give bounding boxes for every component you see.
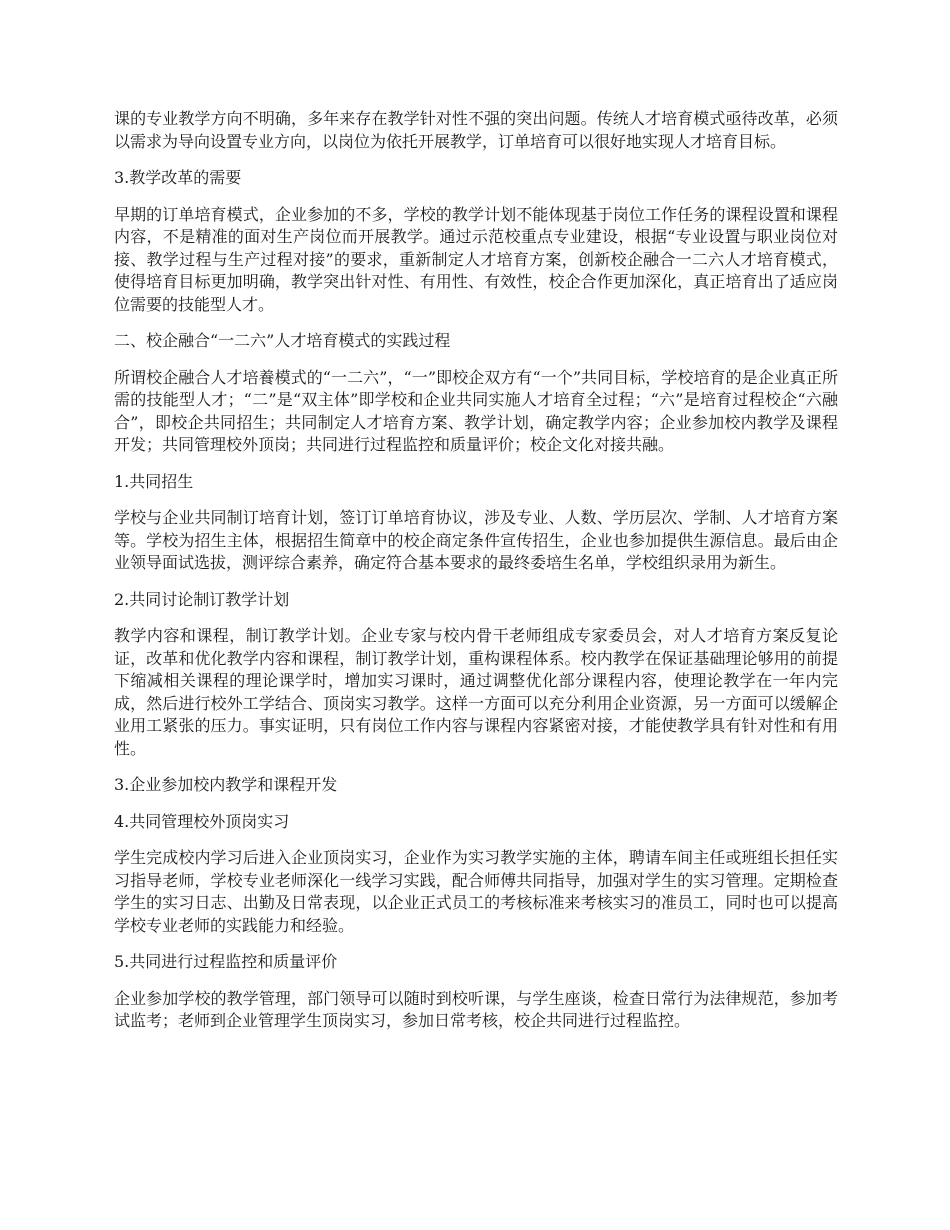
- paragraph-joint-enrollment: 学校与企业共同制订培育计划，签订订单培育协议，涉及专业、人数、学历层次、学制、人才培育方案等。学校为招生主体，根据招生简章中的校企商定条件宣传招生，企业也参加提供生源信息。最后由企业领导面试选拔，测评综合素养，确定符合基本要求的最终委培生名单，学校组织录用为新生。: [114, 508, 838, 572]
- heading-joint-enrollment: 1.共同招生: [114, 471, 194, 491]
- heading-quality-evaluation: 5.共同进行过程监控和质量评价: [114, 952, 338, 971]
- heading-teaching-reform: 3.教学改革的需要: [114, 168, 242, 187]
- heading-internship-management: 4.共同管理校外顶岗实习: [114, 811, 290, 831]
- paragraph-model-definition: 所谓校企融合人才培養模式的“一二六”，“一”即校企双方有“一个”共同目标，学校培育的是企业真正所需的技能型人才；“二”是“双主体”即学校和企业共同实施人才培育全过程；“六”是培育过程校企“六融合”，即校企共同招生；共同制定人才培育方案、教学计划，确定教学内容；企业参加校内教学及课程开发；共同管理校外顶岗；共同进行过程监控和质量评价；校企文化对接共融。: [114, 367, 838, 454]
- paragraph-intro: 课的专业教学方向不明确，多年来存在教学针对性不强的突出问题。传统人才培育模式亟待改革，必须以需求为导向设置专业方向，以岗位为依托开展教学，订单培育可以很好地实现人才培育目标。: [114, 109, 838, 151]
- paragraph-quality-evaluation: 企业参加学校的教学管理，部门领导可以随时到校听课，与学生座谈，检查日常行为法律规范，参加考试监考；老师到企业管理学生顶岗实习，参加日常考核，校企共同进行过程监控。: [114, 988, 838, 1030]
- document-page: [114, 108, 838, 1047]
- paragraph-internship-management: 学生完成校内学习后进入企业顶岗实习，企业作为实习教学实施的主体，聘请车间主任或班组长担任实习指导老师，学校专业老师深化一线学习实践，配合师傅共同指导，加强对学生的实习管理。定期检查学生的实习日志、出勤及日常表现，以企业正式员工的考核标准来考核实习的准员工，同时也可以提高学校专业老师的实践能力和经验。: [114, 848, 838, 935]
- paragraph-teaching-reform: 早期的订单培育模式，企业参加的不多，学校的教学计划不能体现基于岗位工作任务的课程设置和课程内容，不是精准的面对生产岗位而开展教学。通过示范校重点专业建设，根据“专业设置与职业岗位对接、教学过程与生产过程对接”的要求，重新制定人才培育方案，创新校企融合一二六人才培育模式，使得培育目标更加明确，教学突出针对性、有用性、有效性，校企合作更加深化，真正培育出了适应岗位需要的技能型人才。: [114, 204, 838, 314]
- heading-teaching-plan: 2.共同讨论制订教学计划: [114, 589, 290, 609]
- paragraph-teaching-plan: 教学内容和课程，制订教学计划。企业专家与校内骨干老师组成专家委员会，对人才培育方案反复论证，改革和优化教学内容和课程，制订教学计划，重构课程体系。校内教学在保证基础理论够用的前提下缩减相关课程的理论课学时，增加实习课时，通过调整优化部分课程内容，使理论教学在一年内完成，然后进行校外工学结合、顶岗实习教学。这样一方面可以充分利用企业资源，另一方面可以缓解企业用工紧张的压力。事实证明，只有岗位工作内容与课程内容紧密对接，才能使教学具有针对性和有用性。: [114, 626, 838, 758]
- heading-practice-process: 二、校企融合“一二六”人才培育模式的实践过程: [114, 331, 451, 350]
- heading-course-development: 3.企业参加校内教学和课程开发: [114, 775, 338, 794]
